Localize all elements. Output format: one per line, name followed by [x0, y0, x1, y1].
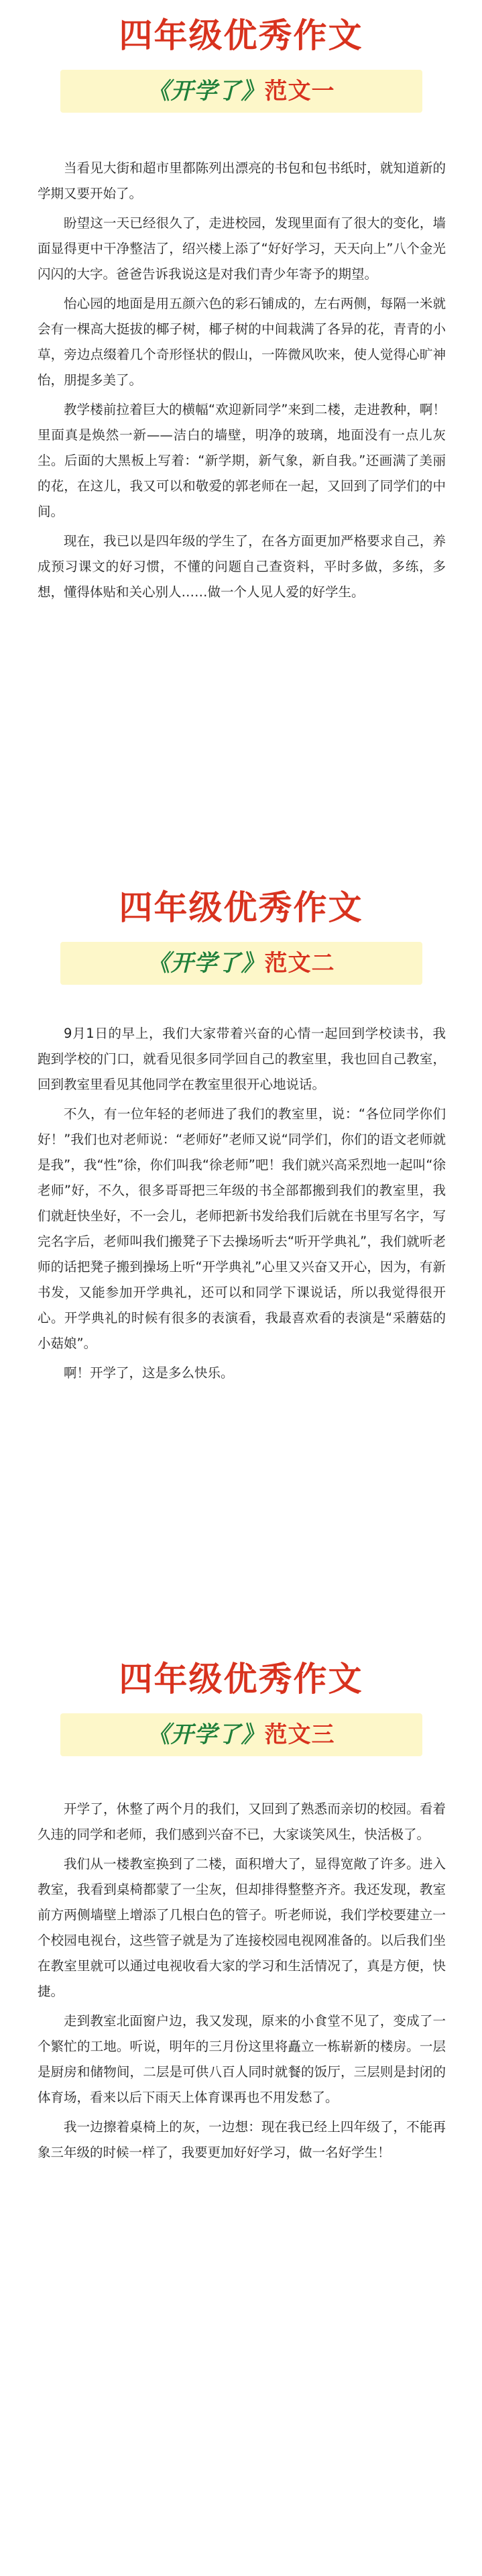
subtitle-banner	[60, 70, 422, 113]
subtitle-book-name: 《开学了》	[147, 1721, 265, 1748]
paragraph: 现在，我已以是四年级的学生了，在各方面更加严格要求自己，养成预习课文的好习惯，不懂的问题自己查资料，平时多做，多练，多想，懂得体贴和关心别人……做一个人见人爱的好学生。	[38, 533, 446, 600]
paragraph: 不久，有一位年轻的老师进了我们的教室里，说：“各位同学你们好！”我们也对老师说：“老师好”老师又说“同学们，你们的语文老师就是我”，我“性”徐，你们叫我“徐老师”吧！我们就兴高采烈地一起叫“徐老师”好，不久，很多哥哥把三年级的书全部都搬到我们的教室里，我们就赶快坐好，不一会儿，老师把新书发给我们后就在书里写名字，写完名字后，老师叫我们搬凳子下去操场听去“听开学典礼”，我们就听老师的话把凳子搬到操场上听“开学典礼”心里又兴奋又开心，因为，有新书发，又能参加开学典礼，还可以和同学下课说话，所以我觉得很开心。开学典礼的时候有很多的表演看，我最喜欢看的表演是“采蘑菇的小菇娘”。	[38, 1106, 446, 1351]
subtitle-book-name: 《开学了》	[147, 78, 265, 105]
paragraph: 我一边擦着桌椅上的灰，一边想：现在我已经上四年级了，不能再象三年级的时候一样了，我要更加好好学习，做一名好学生！	[38, 2119, 446, 2160]
paragraph: 9月1日的早上，我们大家带着兴奋的心情一起回到学校读书，我跑到学校的门口，就看见很多同学回自己的教室里，我也回自己教室，回到教室里看见其他同学在教室里很开心地说话。	[38, 1026, 446, 1092]
paragraph: 怡心园的地面是用五颜六色的彩石铺成的，左右两侧，每隔一米就会有一棵高大挺拔的椰子树，椰子树的中间栽满了各异的花，青青的小草，旁边点缀着几个奇形怪状的假山，一阵微风吹来，使人觉得心旷神怡，朋提多美了。	[38, 296, 446, 388]
essay-title: 四年级优秀作文	[119, 888, 363, 927]
subtitle-banner	[60, 1713, 422, 1756]
paragraph: 盼望这一天已经很久了，走进校园，发现里面有了很大的变化，墙面显得更中干净整洁了，绍兴楼上添了“好好学习，天天向上”八个金光闪闪的大字。爸爸告诉我说这是对我们青少年寄予的期望。	[38, 215, 446, 282]
paragraph: 我们从一楼教室换到了二楼，面积增大了，显得宽敞了许多。进入教室，我看到桌椅都蒙了一尘灰，但却排得整整齐齐。我还发现，教室前方两侧墙壁上增添了几根白色的管子。听老师说，我们学校要建立一个校园电视台，这些管子就是为了连接校园电视网准备的。以后我们坐在教室里就可以通过电视收看大家的学习和生活情况了，真是方便，快捷。	[38, 1856, 446, 1999]
essay-title: 四年级优秀作文	[119, 16, 363, 55]
essay-body	[38, 1021, 446, 1386]
essay-body	[38, 1796, 446, 2165]
essay-title: 四年级优秀作文	[119, 1660, 363, 1699]
subtitle-sample-label: 范文三	[264, 1721, 335, 1748]
essay-3	[0, 1656, 482, 2169]
subtitle-sample-label: 范文二	[264, 950, 335, 977]
paragraph: 开学了，休整了两个月的我们，又回到了熟悉而亲切的校园。看着久违的同学和老师，我们感到兴奋不已，大家谈笑风生，快活极了。	[38, 1801, 446, 1842]
essay-2	[0, 884, 482, 1390]
paragraph: 教学楼前拉着巨大的横幅“欢迎新同学”来到二楼，走进教种，啊！里面真是焕然一新——洁白的墙壁，明净的玻璃，地面没有一点儿灰尘。后面的大黑板上写着：“新学期，新气象，新自我。”还画满了美丽的花，在这儿，我又可以和敬爱的郭老师在一起，又回到了同学们的中间。	[38, 402, 446, 519]
paragraph: 啊！开学了，这是多么快乐。	[64, 1365, 234, 1381]
paragraph: 走到教室北面窗户边，我又发现，原来的小食堂不见了，变成了一个繁忙的工地。听说，明年的三月份这里将矗立一栋崭新的楼房。一层是厨房和储物间，二层是可供八百人同时就餐的饭厅，三层则是封闭的体育场，看来以后下雨天上体育课再也不用发愁了。	[38, 2013, 446, 2105]
subtitle-sample-label: 范文一	[264, 78, 335, 105]
essay-body	[38, 156, 446, 605]
essay-1	[0, 12, 482, 609]
subtitle-book-name: 《开学了》	[147, 950, 265, 977]
paragraph: 当看见大街和超市里都陈列出漂亮的书包和包书纸时，就知道新的学期又要开始了。	[38, 160, 446, 201]
subtitle-banner	[60, 942, 422, 985]
